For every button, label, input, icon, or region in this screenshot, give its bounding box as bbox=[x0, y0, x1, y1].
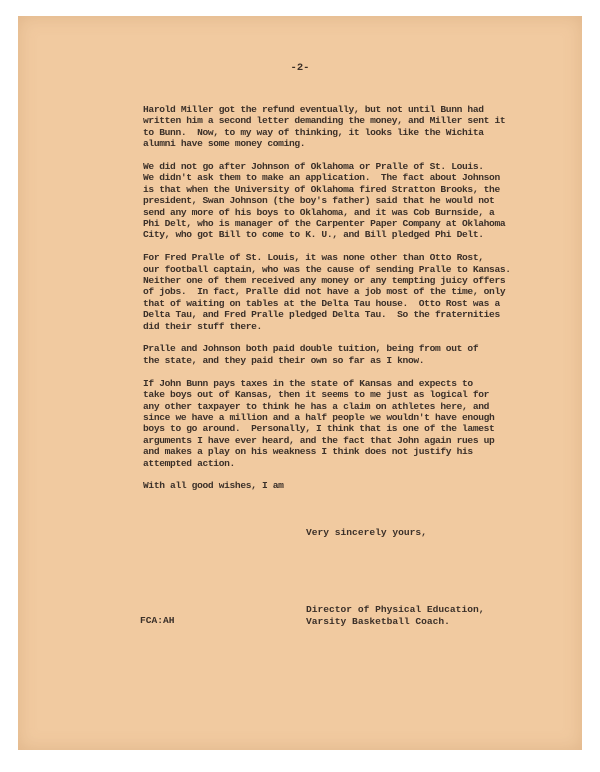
paragraph-johnson: We did not go after Johnson of Oklahoma or Pralle of St. Louis. We didn't ask them to make an application. The fact about Johnson is that when the University of Oklahoma fired Stratton Brooks, the president, Swan Johnson (the boy's father) said that he would not send any more of his boys to Oklahoma, and it was Cob Burnside, a Phi Delt, who is manager of the Carpenter Paper Company at Oklahoma City, who got Bill to come to K. U., and Bill pledged Phi Delt. bbox=[143, 161, 506, 241]
signature-title-1: Director of Physical Education, bbox=[306, 604, 485, 615]
paragraph-taxes: If John Bunn pays taxes in the state of Kansas and expects to take boys out of Kansas, then it seems to me just as logical for any other taxpayer to think he has a claim on athletes here, and since we have a million and a half people we wouldn't have enough boys to go around. Personally, I think that is one of the lamest arguments I have ever heard, and the fact that John again rues up and makes a play on his weakness I think does not justify his attempted action. bbox=[143, 377, 495, 469]
signature-block bbox=[306, 604, 484, 628]
paragraph-good-wishes: With all good wishes, I am bbox=[143, 480, 284, 492]
paragraph-refund: Harold Miller got the refund eventually, but not until Bunn had written him a second letter demanding the money, and Miller sent it to Bunn. Now, to my way of thinking, it looks like the Wichita alumni have some money coming. bbox=[143, 104, 506, 150]
paragraph-tuition: Pralle and Johnson both paid double tuition, being from out of the state, and they paid their own so far as I know. bbox=[143, 343, 479, 366]
page-number: -2- bbox=[290, 62, 310, 74]
closing-line: Very sincerely yours, bbox=[306, 527, 427, 538]
paragraph-pralle: For Fred Pralle of St. Louis, it was none other than Otto Rost, our football captain, who was the cause of sending Pralle to Kansas. Neither one of them received any money or any tempting juicy offers of jobs. In fact, Pralle did not have a job most of the time, only that of waiting on tables at the Delta Tau house. Otto Rost was a Delta Tau, and Fred Pralle pledged Delta Tau. So the fraternities did their stuff there. bbox=[143, 252, 511, 332]
typist-initials: FCA:AH bbox=[140, 615, 175, 626]
letter-body bbox=[143, 104, 535, 503]
signature-title-2: Varsity Basketball Coach. bbox=[306, 616, 450, 627]
